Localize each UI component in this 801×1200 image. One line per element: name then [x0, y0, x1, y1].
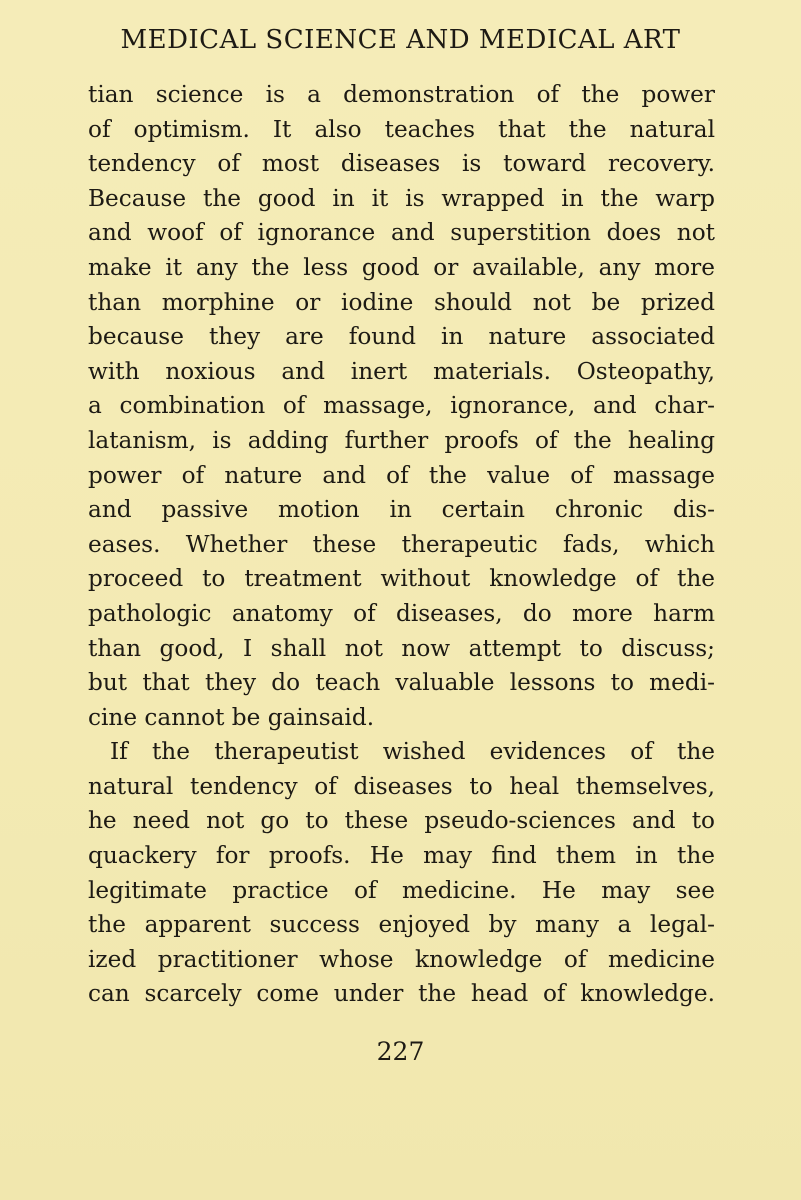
text-line: and woof of ignorance and superstition does not [88, 219, 715, 247]
text-line: he need not go to these pseudo-sciences and to [88, 807, 715, 835]
text-line: latanism, is adding further proofs of the healing [88, 426, 715, 454]
text-line: the apparent success enjoyed by many a legal- [88, 911, 715, 939]
text-line: If the therapeutist wished evidences of the [110, 738, 715, 766]
running-head: MEDICAL SCIENCE AND MEDICAL ART [120, 25, 681, 55]
text-line: tendency of most diseases is toward recovery. [88, 150, 715, 178]
page-number: 227 [376, 1037, 425, 1066]
text-line: ized practitioner whose knowledge of medicine [88, 945, 715, 973]
text-line: pathologic anatomy of diseases, do more harm [88, 599, 715, 627]
text-line: but that they do teach valuable lessons to medi- [88, 669, 715, 697]
text-line: make it any the less good or available, any more [88, 253, 715, 281]
text-line: with noxious and inert materials. Osteopathy, [88, 357, 715, 385]
text-line: legitimate practice of medicine. He may see [88, 876, 715, 904]
text-line: quackery for proofs. He may find them in the [88, 842, 715, 870]
text-line: can scarcely come under the head of knowledge. [88, 980, 715, 1008]
text-line: cine cannot be gainsaid. [88, 703, 375, 731]
body-text [88, 78, 715, 1012]
text-line: Because the good in it is wrapped in the warp [88, 184, 715, 212]
text-line: proceed to treatment without knowledge of the [88, 565, 715, 593]
text-line: natural tendency of diseases to heal themselves, [88, 772, 715, 800]
text-line: because they are found in nature associated [88, 323, 715, 351]
text-line: power of nature and of the value of massage [88, 461, 715, 489]
text-line: and passive motion in certain chronic dis- [88, 496, 715, 524]
text-line: tian science is a demonstration of the power [88, 81, 715, 108]
text-line: than morphine or iodine should not be prized [88, 288, 715, 316]
text-line: than good, I shall not now attempt to discuss; [88, 634, 715, 662]
text-line: eases. Whether these therapeutic fads, which [88, 530, 715, 558]
text-line: of optimism. It also teaches that the natural [88, 115, 715, 143]
text-line: a combination of massage, ignorance, and char- [88, 392, 715, 420]
